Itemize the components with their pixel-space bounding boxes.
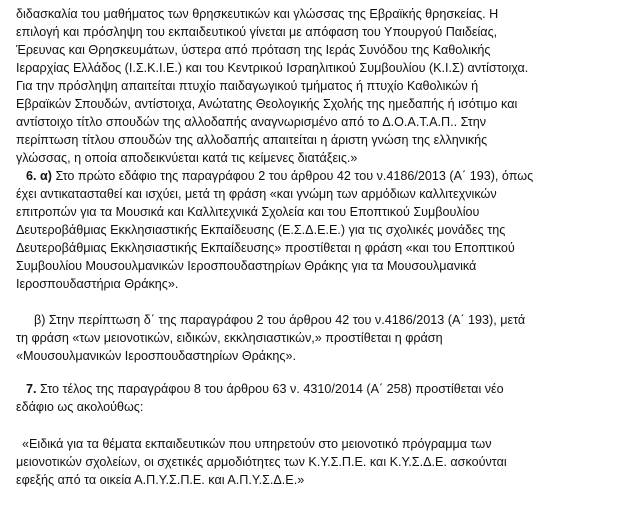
paragraph-line: επιτροπών για τα Μουσικά και Καλλιτεχνικά Σχολεία και του Εποπτικού Συμβουλίου	[16, 205, 480, 219]
paragraph-line: Συμβουλίου Μουσουλμανικών Ιεροσπουδαστηρίων Θράκης για τα Μουσουλμανικά	[16, 259, 477, 273]
paragraph-line: β) Στην περίπτωση δ΄ της παραγράφου 2 του άρθρου 42 του ν.4186/2013 (Α΄ 193), μετά	[34, 313, 526, 327]
paragraph-line: Ιεραρχίας Ελλάδος (Ι.Σ.Κ.Ι.Ε.) και του Κεντρικού Ισραηλιτικού Συμβουλίου (Κ.Ι.Σ) αντίστοιχα.	[16, 61, 529, 75]
paragraph-line: επιλογή και πρόσληψη του εκπαιδευτικού γίνεται με απόφαση του Υπουργού Παιδείας,	[16, 25, 498, 39]
paragraph-line: Για την πρόσληψη απαιτείται πτυχίο παιδαγωγικού τμήματος ή πτυχίο Καθολικών ή	[16, 79, 479, 93]
item-text: Στο πρώτο εδάφιο της παραγράφου 2 του άρθρου 42 του ν.4186/2013 (Α΄ 193), όπως	[55, 169, 534, 183]
paragraph-line: Δευτεροβάθμιας Εκκλησιαστικής Εκπαίδευσης» προστίθεται η φράση «και του Εποπτικού	[16, 241, 515, 255]
paragraph-line: εδάφιο ως ακολούθως:	[16, 400, 144, 414]
paragraph-line: «Μουσουλμανικών Ιεροσπουδαστηρίων Θράκης».	[16, 349, 296, 363]
paragraph-line: γλώσσας, η οποία αποδεικνύεται κατά τις κείμενες διατάξεις.»	[16, 151, 358, 165]
paragraph-line: έχει αντικατασταθεί και ισχύει, μετά τη φράση «και γνώμη των αρμόδιων καλλιτεχνικών	[16, 187, 497, 201]
paragraph-line: Ιεροσπουδαστήρια Θράκης».	[16, 277, 179, 291]
item-text: Στο τέλος της παραγράφου 8 του άρθρου 63 ν. 4310/2014 (Α΄ 258) προστίθεται νέο	[40, 382, 504, 396]
paragraph-line: διδασκαλία του μαθήματος των θρησκευτικών και γλώσσας της Εβραϊκής θρησκείας. Η	[16, 7, 499, 21]
paragraph-line: τη φράση «των μειονοτικών, ειδικών, εκκλησιαστικών,» προστίθεται η φράση	[16, 331, 443, 345]
paragraph-line: Έρευνας και Θρησκευμάτων, ύστερα από πρόταση της Ιεράς Συνόδου της Καθολικής	[16, 43, 491, 57]
paragraph-line: «Ειδικά για τα θέματα εκπαιδευτικών που υπηρετούν στο μειονοτικό πρόγραμμα των	[22, 437, 492, 451]
item-number: 7.	[26, 382, 37, 396]
paragraph-line: εφεξής από τα οικεία Α.Π.Υ.Σ.Π.Ε. και Α.Π.Υ.Σ.Δ.Ε.»	[16, 473, 305, 487]
paragraph-line: Εβραϊκών Σπουδών, αντίστοιχα, Ανώτατης Θεολογικής Σχολής της ημεδαπής ή ισότιμο και	[16, 97, 518, 111]
paragraph-line: μειονοτικών σχολείων, οι σχετικές αρμοδιότητες των Κ.Υ.Σ.Π.Ε. και Κ.Υ.Σ.Δ.Ε. ασκούνται	[16, 455, 507, 469]
item-number: 6. α)	[26, 169, 52, 183]
paragraph-line	[26, 168, 533, 184]
paragraph-line	[26, 381, 504, 397]
paragraph-line: περίπτωση τίτλου σπουδών της αλλοδαπής απαιτείται η άριστη γνώση της ελληνικής	[16, 133, 488, 147]
paragraph-line: Δευτεροβάθμιας Εκκλησιαστικής Εκπαίδευσης (Ε.Σ.Δ.Ε.Ε.) για τις σχολικές μονάδες της	[16, 223, 506, 237]
paragraph-line: αντίστοιχο τίτλο σπουδών της αλλοδαπής αναγνωρισμένο από το Δ.Ο.Α.Τ.Α.Π.. Στην	[16, 115, 487, 129]
